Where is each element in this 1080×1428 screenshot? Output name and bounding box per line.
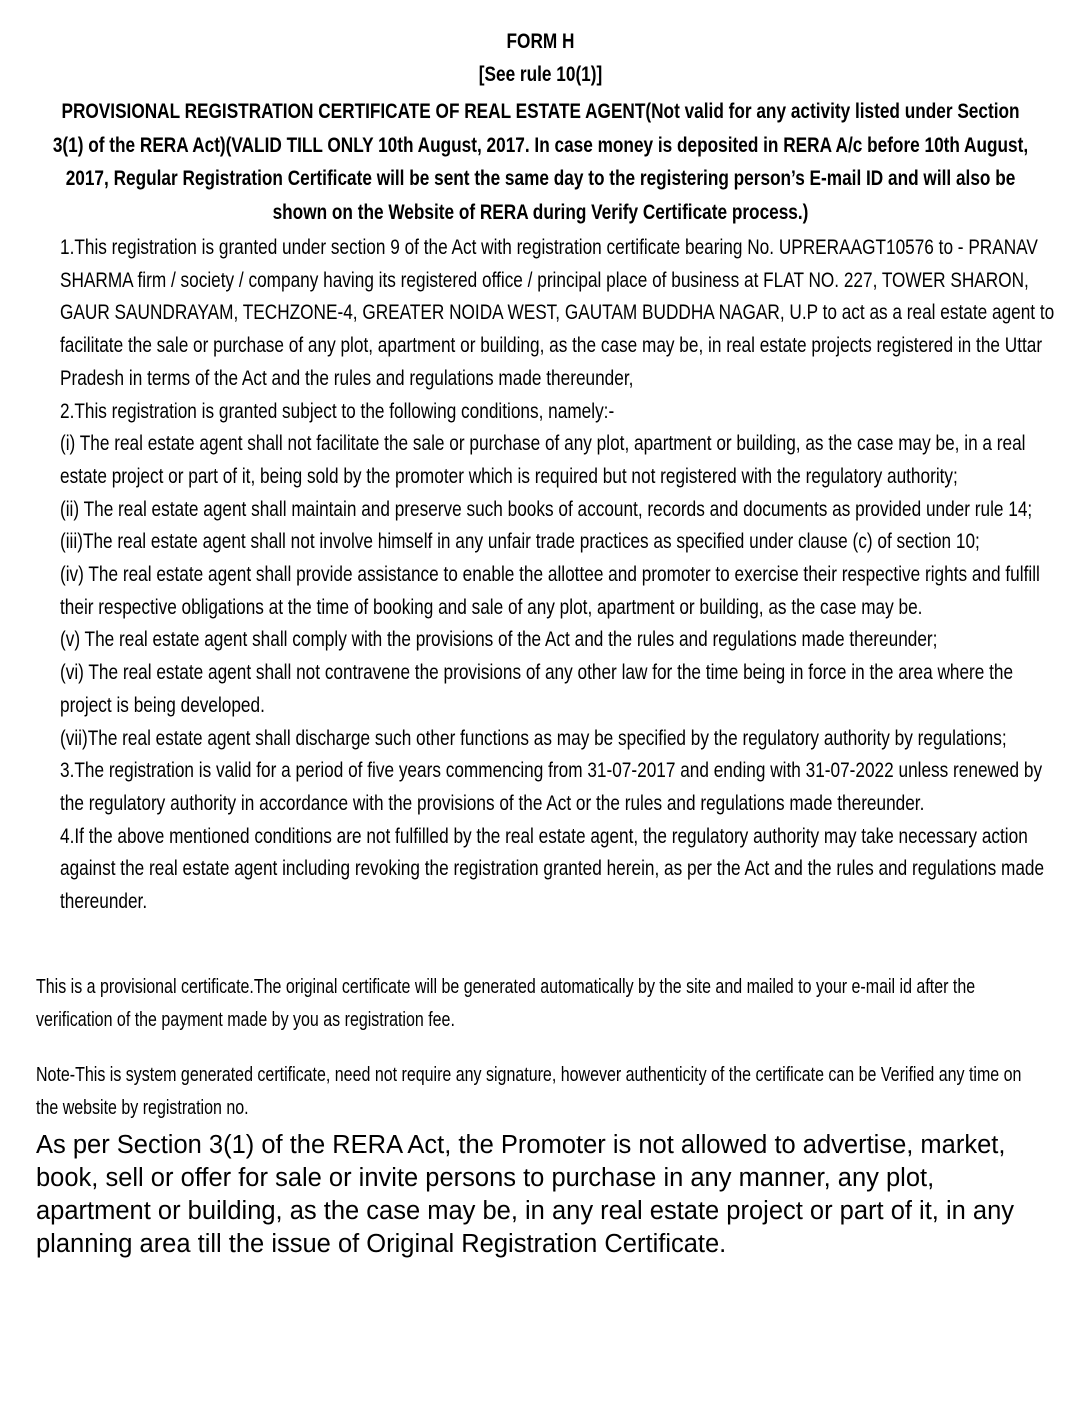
clause-2-condition-vii: (vii)The real estate agent shall discharge such other functions as may be specified by the regulatory authority by regulations; [60,726,1007,750]
footer-notes [36,971,1028,1125]
rule-reference: [See rule 10(1)] [478,63,603,86]
form-title: FORM H [506,30,575,53]
certificate-header [1,0,1080,229]
provisional-note: This is a provisional certificate.The original certificate will be generated automatically by the site and mailed to your e-mail id after the verification of the payment made by you as registration fee. [36,975,976,1031]
system-generated-note: Note-This is system generated certificate, need not require any signature, however authenticity of the certificate can be Verified any time on the website by registration no. [36,1063,1022,1119]
clause-4: 4.If the above mentioned conditions are not fulfilled by the real estate agent, the regulatory authority may take necessary action against the real estate agent including revoking the registration granted herein, as per the Act and the rules and regulations made thereunder. [60,824,1045,914]
clause-1: 1.This registration is granted under section 9 of the Act with registration certificate bearing No. UPRERAAGT10576 to - PRANAV SHARMA firm / society / company having its registered office / principal place of business at FLAT NO. 227, TOWER SHARON, GAUR SAUNDRAYAM, TECHZONE-4, GREATER NOIDA WEST, GAUTAM BUDDHA NAGAR, U.P to act as a real estate agent to facilitate the sale or purchase of any plot, apartment or building, as the case may be, in real estate projects registered in the Uttar Pradesh in terms of the Act and the rules and regulations made thereunder, [60,236,1055,390]
certificate-title: PROVISIONAL REGISTRATION CERTIFICATE OF REAL ESTATE AGENT(Not valid for any activity listed under Section 3(1) of the RERA Act)(VALID TILL ONLY 10th August, 2017. In case money is deposited in RERA A/c before 10th August, 2017, Regular Registration Certificate will be sent the same day to the registering person’s E-mail ID and will also be shown on the Website of RERA during Verify Certificate process.) [52,100,1029,224]
section-3-1-warning-text: As per Section 3(1) of the RERA Act, the Promoter is not allowed to advertise, market, book, sell or offer for sale or invite persons to purchase in any manner, any plot, apartment or building, as the case may be, in any real estate project or part of it, in any planning area till the issue of Original Registration Certificate. [36,1130,1015,1258]
clause-3: 3.The registration is valid for a period of five years commencing from 31-07-2017 and ending with 31-07-2022 unless renewed by the regulatory authority in accordance with the provisions of the Act or the rules and regulations made thereunder. [60,759,1043,815]
clause-2-condition-vi: (vi) The real estate agent shall not contravene the provisions of any other law for the time being in force in the area where the project is being developed. [60,661,1014,717]
clauses-section [60,232,1065,919]
clause-2-condition-ii: (ii) The real estate agent shall maintain and preserve such books of account, records and documents as provided under rule 14; [60,497,1033,521]
clause-2: 2.This registration is granted subject to the following conditions, namely:- [60,399,615,423]
clause-2-condition-iii: (iii)The real estate agent shall not involve himself in any unfair trade practices as specified under clause (c) of section 10; [60,530,980,554]
clause-2-condition-v: (v) The real estate agent shall comply with the provisions of the Act and the rules and regulations made thereunder; [60,628,938,652]
section-3-1-warning [36,1129,1050,1261]
clause-2-condition-iv: (iv) The real estate agent shall provide assistance to enable the allottee and promoter to exercise their respective rights and fulfill their respective obligations at the time of booking and sale of any plot, apartment or building, as the case may be. [60,563,1040,619]
clause-2-condition-i: (i) The real estate agent shall not facilitate the sale or purchase of any plot, apartment or building, as the case may be, in a real estate project or part of it, being sold by the promoter which is required but not registered with the regulatory authority; [60,432,1026,488]
